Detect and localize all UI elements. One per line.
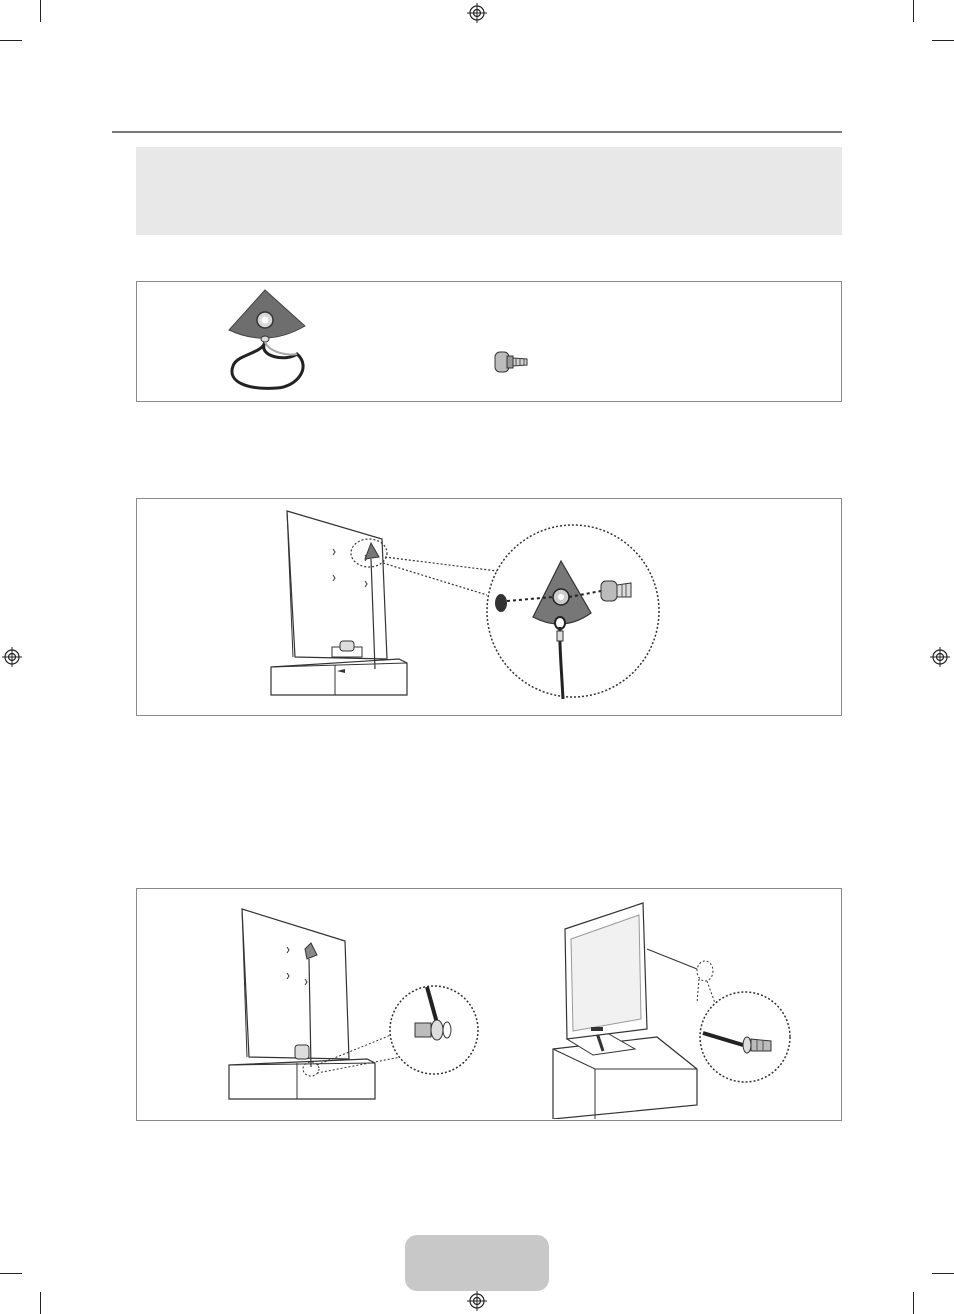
registration-mark-icon: [467, 3, 487, 23]
tv-front-view-icon: [547, 899, 837, 1119]
attach-bracket-panel: [136, 498, 842, 716]
registration-mark-icon: [467, 1291, 487, 1311]
section-title-band: [136, 147, 842, 235]
crop-mark: [40, 1292, 41, 1314]
crop-mark: [932, 1273, 954, 1274]
crop-mark: [40, 0, 41, 22]
header-rule: [112, 131, 842, 133]
crop-mark: [0, 1273, 22, 1274]
crop-mark: [913, 0, 914, 22]
screw-zoom-icon: [697, 989, 793, 1085]
crop-mark: [932, 40, 954, 41]
screw-icon: [491, 348, 531, 376]
registration-mark-icon: [930, 647, 950, 667]
cord-screw-zoom-icon: [387, 983, 481, 1077]
secure-to-stand-panel: [136, 888, 842, 1121]
crop-mark: [0, 40, 22, 41]
wall-bracket-with-cord-icon: [137, 282, 841, 401]
kit-parts-panel: [136, 281, 842, 402]
page-number-tab: [405, 1235, 549, 1291]
crop-mark: [913, 1292, 914, 1314]
bracket-zoom-icon: [483, 521, 663, 701]
registration-mark-icon: [2, 647, 22, 667]
